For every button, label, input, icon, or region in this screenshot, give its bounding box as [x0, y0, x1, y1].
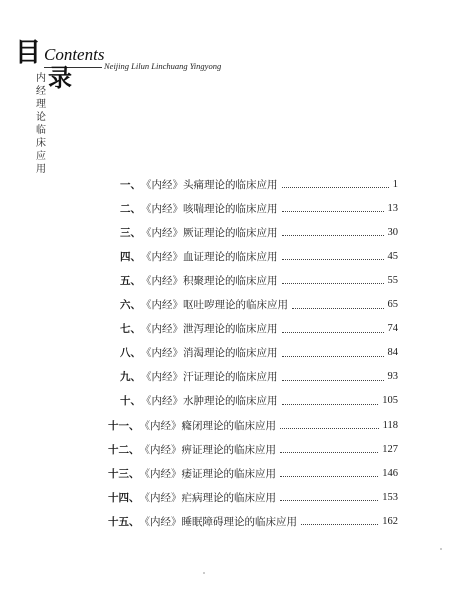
toc-entry-number: 十一、 [108, 419, 140, 432]
toc-entry-page: 153 [382, 491, 398, 503]
heading-contents: Contents [44, 45, 105, 64]
toc-entry-title: 《内经》呕吐哕理论的临床应用 [141, 299, 288, 311]
toc-leader-dots [280, 475, 378, 477]
toc-entry [120, 247, 398, 265]
toc-entry-page: 118 [382, 419, 398, 431]
toc-entry [108, 512, 398, 530]
toc-entry [120, 223, 398, 241]
toc-entry-title: 《内经》泄泻理论的临床应用 [141, 323, 278, 336]
toc-entry [120, 368, 398, 386]
toc-entry-title: 《内经》痿证理论的临床应用 [139, 467, 276, 480]
toc-entry [120, 175, 398, 193]
toc-leader-dots [282, 355, 384, 357]
book-title-vertical: 内经理论临床应用 [36, 73, 46, 175]
toc-entry-title: 《内经》消渴理论的临床应用 [141, 347, 278, 360]
toc-entry [120, 344, 398, 362]
toc-entry-title: 《内经》血证理论的临床应用 [141, 250, 278, 263]
toc-entry-title: 《内经》水肿理论的临床应用 [141, 395, 278, 408]
toc-entry-title: 《内经》头痛理论的临床应用 [141, 178, 278, 191]
toc-entry-page: 65 [387, 299, 398, 310]
toc-entry [108, 440, 398, 458]
toc-entry-page: 45 [387, 250, 398, 262]
toc-entry [120, 320, 398, 338]
toc-entry-number: 二、 [120, 202, 141, 215]
toc-entry-number: 十二、 [108, 443, 140, 456]
toc-leader-dots [280, 427, 379, 429]
toc-entry-number: 五、 [120, 274, 141, 287]
toc-entry-number: 十五、 [108, 515, 140, 528]
toc-entry-page: 162 [382, 515, 398, 527]
book-title-pinyin: Neijing Lilun Linchuang Yingyong [104, 61, 222, 71]
toc-entry [120, 199, 398, 217]
toc-entry [120, 296, 398, 314]
toc-entry-number: 八、 [120, 347, 141, 360]
toc-leader-dots [282, 258, 384, 260]
toc-entry-number: 一、 [120, 178, 141, 191]
scan-speck [440, 548, 442, 550]
toc-entry [108, 488, 398, 506]
toc-entry [120, 271, 398, 289]
toc-entry-number: 四、 [120, 250, 141, 263]
toc-entry-page: 146 [382, 467, 398, 479]
toc-entry-title: 《内经》厥证理论的临床应用 [141, 226, 278, 239]
toc-entry-title: 《内经》积聚理论的临床应用 [141, 274, 278, 287]
toc-entry-number: 六、 [120, 299, 141, 311]
toc-leader-dots [282, 186, 389, 188]
toc-entry-number: 十四、 [108, 491, 140, 504]
heading-lu: 录 [48, 64, 72, 92]
toc-entry [120, 392, 398, 410]
toc-entry-page: 30 [387, 226, 398, 238]
toc-leader-dots [292, 307, 384, 309]
toc-entry-page: 127 [382, 443, 398, 455]
toc-entry [108, 464, 398, 482]
toc-leader-dots [282, 210, 384, 212]
toc-entry-title: 《内经》癃闭理论的临床应用 [139, 419, 276, 432]
toc-entry-page: 105 [382, 395, 398, 407]
scan-speck [203, 572, 205, 574]
toc-entry-number: 十、 [120, 395, 141, 408]
toc-entry-number: 三、 [120, 226, 141, 239]
toc-entry [108, 416, 398, 434]
toc-entry-number: 十三、 [108, 467, 140, 480]
toc-leader-dots [282, 379, 384, 381]
toc-entry-number: 九、 [120, 371, 141, 384]
toc-leader-dots [282, 403, 379, 405]
toc-leader-dots [282, 282, 384, 284]
toc-entry-page: 93 [387, 371, 398, 383]
toc-entry-page: 13 [387, 202, 398, 214]
toc-leader-dots [282, 234, 384, 236]
toc-entry-title: 《内经》疟病理论的临床应用 [139, 491, 276, 504]
toc-entry-title: 《内经》痹证理论的临床应用 [139, 443, 276, 456]
toc-entry-number: 七、 [120, 323, 141, 336]
toc-entry-page: 84 [387, 347, 398, 359]
toc-entry-page: 74 [387, 323, 398, 335]
toc-entry-page: 1 [392, 178, 398, 190]
toc-entry-title: 《内经》睡眠障碍理论的临床应用 [139, 515, 297, 528]
toc-entry-title: 《内经》汗证理论的临床应用 [141, 371, 278, 384]
toc-entry-page: 55 [387, 274, 398, 286]
toc-leader-dots [282, 331, 384, 333]
heading-mu: 目 [15, 38, 42, 68]
toc-leader-dots [280, 499, 378, 501]
toc-leader-dots [301, 523, 378, 525]
toc-entry-title: 《内经》咳喘理论的临床应用 [141, 202, 278, 215]
toc-leader-dots [280, 451, 378, 453]
